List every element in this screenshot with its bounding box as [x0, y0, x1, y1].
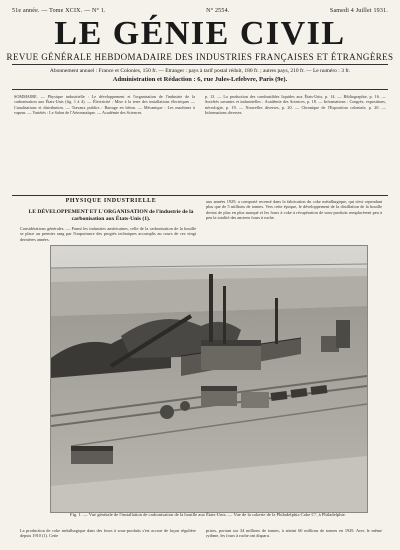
divider: [12, 89, 388, 90]
article-column-left: Considérations générales. — Parmi les industries américaines, celle de la carbonisation de la houille se place au premier rang par l'importance des progrès techniques accomplis au cours de ces vingt dernières années.: [20, 226, 196, 242]
article-column-right: aux années 1929, a comporté recensé dans la fabrication du coke métallurgique, qui n'est cependant plus que de 5 millions de tonnes. Vers cette époque, le développement de la distillation de la houille devint de plus en plus marqué et les fours à coke à récupération de sous-produits remplacèrent peu à peu la totalité des anciens fours à ruche.: [206, 199, 382, 220]
article-title: LE DÉVELOPPEMENT ET L'ORGANISATION de l'industrie de la carbonisation aux États-Unis (1).: [28, 209, 194, 222]
table-of-contents: [14, 94, 386, 194]
article-continuation-left: La production de coke métallurgique dans des fours à sous-produits s'est accrue de façon régulière depuis 1910 (1). Cette: [20, 528, 196, 539]
administration-line: Administration et Rédaction : 6, rue Jules-Lefebvre, Paris (9e).: [112, 76, 288, 83]
issue-date: Samedi 4 Juillet 1931.: [329, 8, 388, 14]
subscription-line: Abonnement annuel : France et Colonies, 150 fr. — Étranger : pays à tarif postal réduit, 180 fr. ; autres pays, 210 fr. — Le numéro : 3 fr.: [49, 68, 351, 74]
issue-year: 51e année. — Tome XCIX. — N° 1.: [12, 8, 106, 14]
masthead-subtitle: REVUE GÉNÉRALE HEBDOMADAIRE DES INDUSTRIES FRANÇAISES ET ÉTRANGÈRES: [6, 52, 394, 62]
figure-caption: Fig. 1. — Vue générale de l'installation de carbonisation de la houille aux États-Unis. — Vue de la cokerie de la Philadelphia Coke C°, à Philadelphie.: [70, 512, 346, 517]
article-continuation-right: prises, portant sur 34 millions de tonnes, à atteint 60 millions de tonnes en 1929. Avec le même rythme, les fours à ruche ont disparu.: [206, 528, 382, 539]
issue-number: N° 2554.: [206, 8, 230, 14]
divider: [12, 64, 388, 65]
coke-plant-photograph: [50, 245, 368, 513]
section-heading: PHYSIQUE INDUSTRIELLE: [65, 198, 157, 204]
summary-left: SOMMAIRE. — Physique industrielle : Le développement et l'organisation de l'industrie de la carbonisation aux États-Unis (fig. 1 à 4). — Électricité : Mise à la terre des installations électriques — Canalisations et distribution. — Travaux publics : Barrage en béton. — Mécanique : Les machines à vapeur. — Variétés : Le Salon de l'Aéronautique. — Académie des Sciences.: [14, 94, 195, 115]
masthead-title: LE GÉNIE CIVIL: [54, 15, 346, 52]
divider: [12, 195, 388, 196]
summary-right: p. 13. — La production des combustibles liquides aux États-Unis, p. 14. — Bibliographie, p. 16. — Sociétés savantes et industrielles : Académie des Sciences, p. 18. — Informations : Congrès, expositions, nécrologie, p. 19. — Nouvelles diverses, p. 20. — Chronique de l'Exposition coloniale, p. 20. — Informations diverses.: [205, 94, 386, 115]
